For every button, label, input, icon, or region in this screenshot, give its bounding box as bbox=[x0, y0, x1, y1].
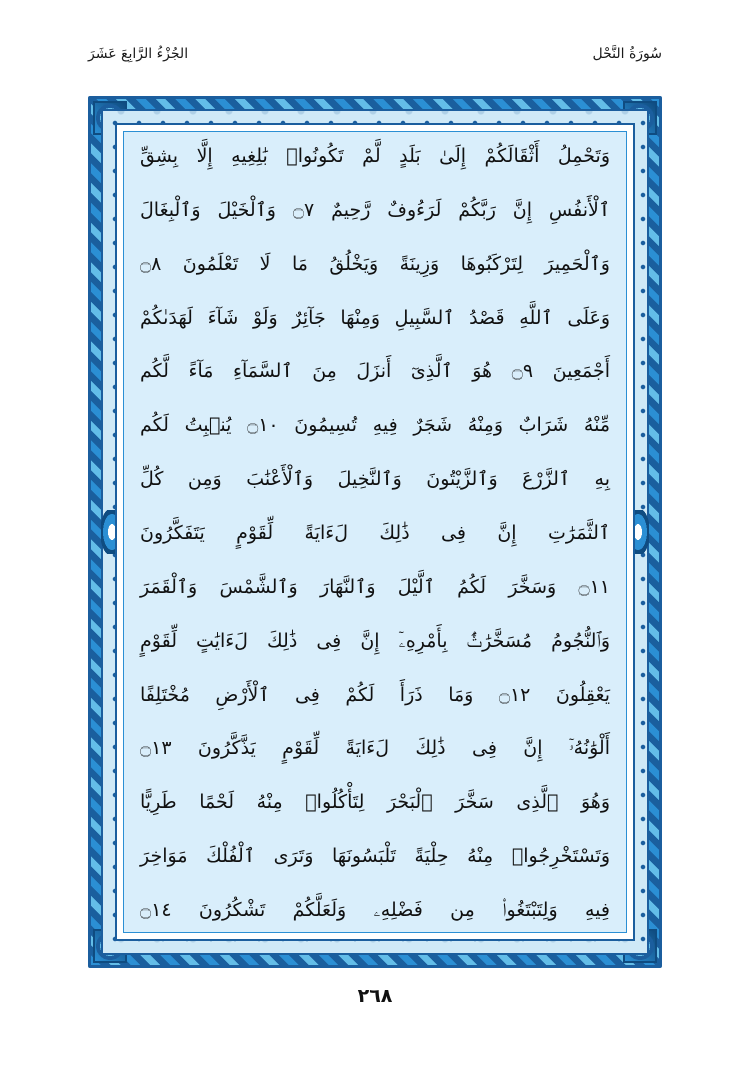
page-header bbox=[88, 44, 662, 72]
frame-inner-band bbox=[115, 123, 635, 941]
quran-line: يَعْقِلُونَ ۝١٢ وَمَا ذَرَأَ لَكُمْ فِى ٱلْأَرْضِ مُخْتَلِفًا bbox=[140, 683, 610, 706]
quran-line: بِهِ ٱلزَّرْعَ وَٱلزَّيْتُونَ وَٱلنَّخِيلَ وَٱلْأَعْنَٰبَ وَمِن كُلِّ bbox=[140, 468, 610, 491]
quran-line: ٱلْأَنفُسِ إِنَّ رَبَّكُمْ لَرَءُوفٌ رَّحِيمٌ ۝٧ وَٱلْخَيْلَ وَٱلْبِغَالَ bbox=[140, 198, 611, 221]
quran-line: أَجْمَعِينَ ۝٩ هُوَ ٱلَّذِىٓ أَنزَلَ مِنَ ٱلسَّمَآءِ مَآءً لَّكُم bbox=[140, 360, 610, 383]
quran-lines bbox=[140, 146, 610, 922]
quran-line: أَلْوَٰنُهُۥٓ إِنَّ فِى ذَٰلِكَ لَءَايَةً لِّقَوْمٍ يَذَّكَّرُونَ ۝١٣ bbox=[140, 737, 610, 760]
quran-line: ٱلثَّمَرَٰتِ إِنَّ فِى ذَٰلِكَ لَءَايَةً لِّقَوْمٍ يَتَفَكَّرُونَ bbox=[140, 522, 610, 545]
quran-line: وَتَسْتَخْرِجُوا۟ مِنْهُ حِلْيَةً تَلْبَسُونَهَا وَتَرَى ٱلْفُلْكَ مَوَاخِرَ bbox=[140, 845, 610, 868]
page-number: ٢٦٨ bbox=[357, 985, 393, 1007]
quran-line: وَٱلنُّجُومُ مُسَخَّرَٰتٌۢ بِأَمْرِهِۦٓ إِنَّ فِى ذَٰلِكَ لَءَايَٰتٍ لِّقَوْمٍ bbox=[140, 629, 610, 652]
quran-line: ۝١١ وَسَخَّرَ لَكُمُ ٱلَّيْلَ وَٱلنَّهَارَ وَٱلشَّمْسَ وَٱلْقَمَرَ bbox=[140, 575, 610, 598]
quran-line: وَتَحْمِلُ أَثْقَالَكُمْ إِلَىٰ بَلَدٍ لَّمْ تَكُونُوا۟ بَٰلِغِيهِ إِلَّا بِشِقِّ bbox=[140, 145, 610, 167]
quran-line: وَعَلَى ٱللَّهِ قَصْدُ ٱلسَّبِيلِ وَمِنْهَا جَآئِرٌ وَلَوْ شَآءَ لَهَدَىٰكُمْ bbox=[140, 306, 610, 329]
sura-label: سُورَةُ النَّحْل bbox=[592, 46, 662, 62]
quran-line: وَٱلْحَمِيرَ لِتَرْكَبُوهَا وَزِينَةً وَيَخْلُقُ مَا لَا تَعْلَمُونَ ۝٨ bbox=[140, 252, 610, 275]
frame-middle-band bbox=[101, 109, 649, 955]
quran-line: فِيهِ وَلِتَبْتَغُوا۟ مِن فَضْلِهِۦ وَلَعَلَّكُمْ تَشْكُرُونَ ۝١٤ bbox=[140, 899, 610, 922]
juz-label: الجُزْءُ الرَّابِعَ عَشَرَ bbox=[88, 46, 189, 62]
quran-line: وَهُوَ ٱلَّذِى سَخَّرَ ٱلْبَحْرَ لِتَأْكُلُوا۟ مِنْهُ لَحْمًا طَرِيًّا bbox=[140, 791, 610, 814]
quran-text-area bbox=[123, 131, 627, 933]
quran-line: مِّنْهُ شَرَابٌ وَمِنْهُ شَجَرٌ فِيهِ تُسِيمُونَ ۝١٠ يُنۢبِتُ لَكُم bbox=[140, 414, 610, 437]
ornamental-frame bbox=[88, 96, 662, 968]
